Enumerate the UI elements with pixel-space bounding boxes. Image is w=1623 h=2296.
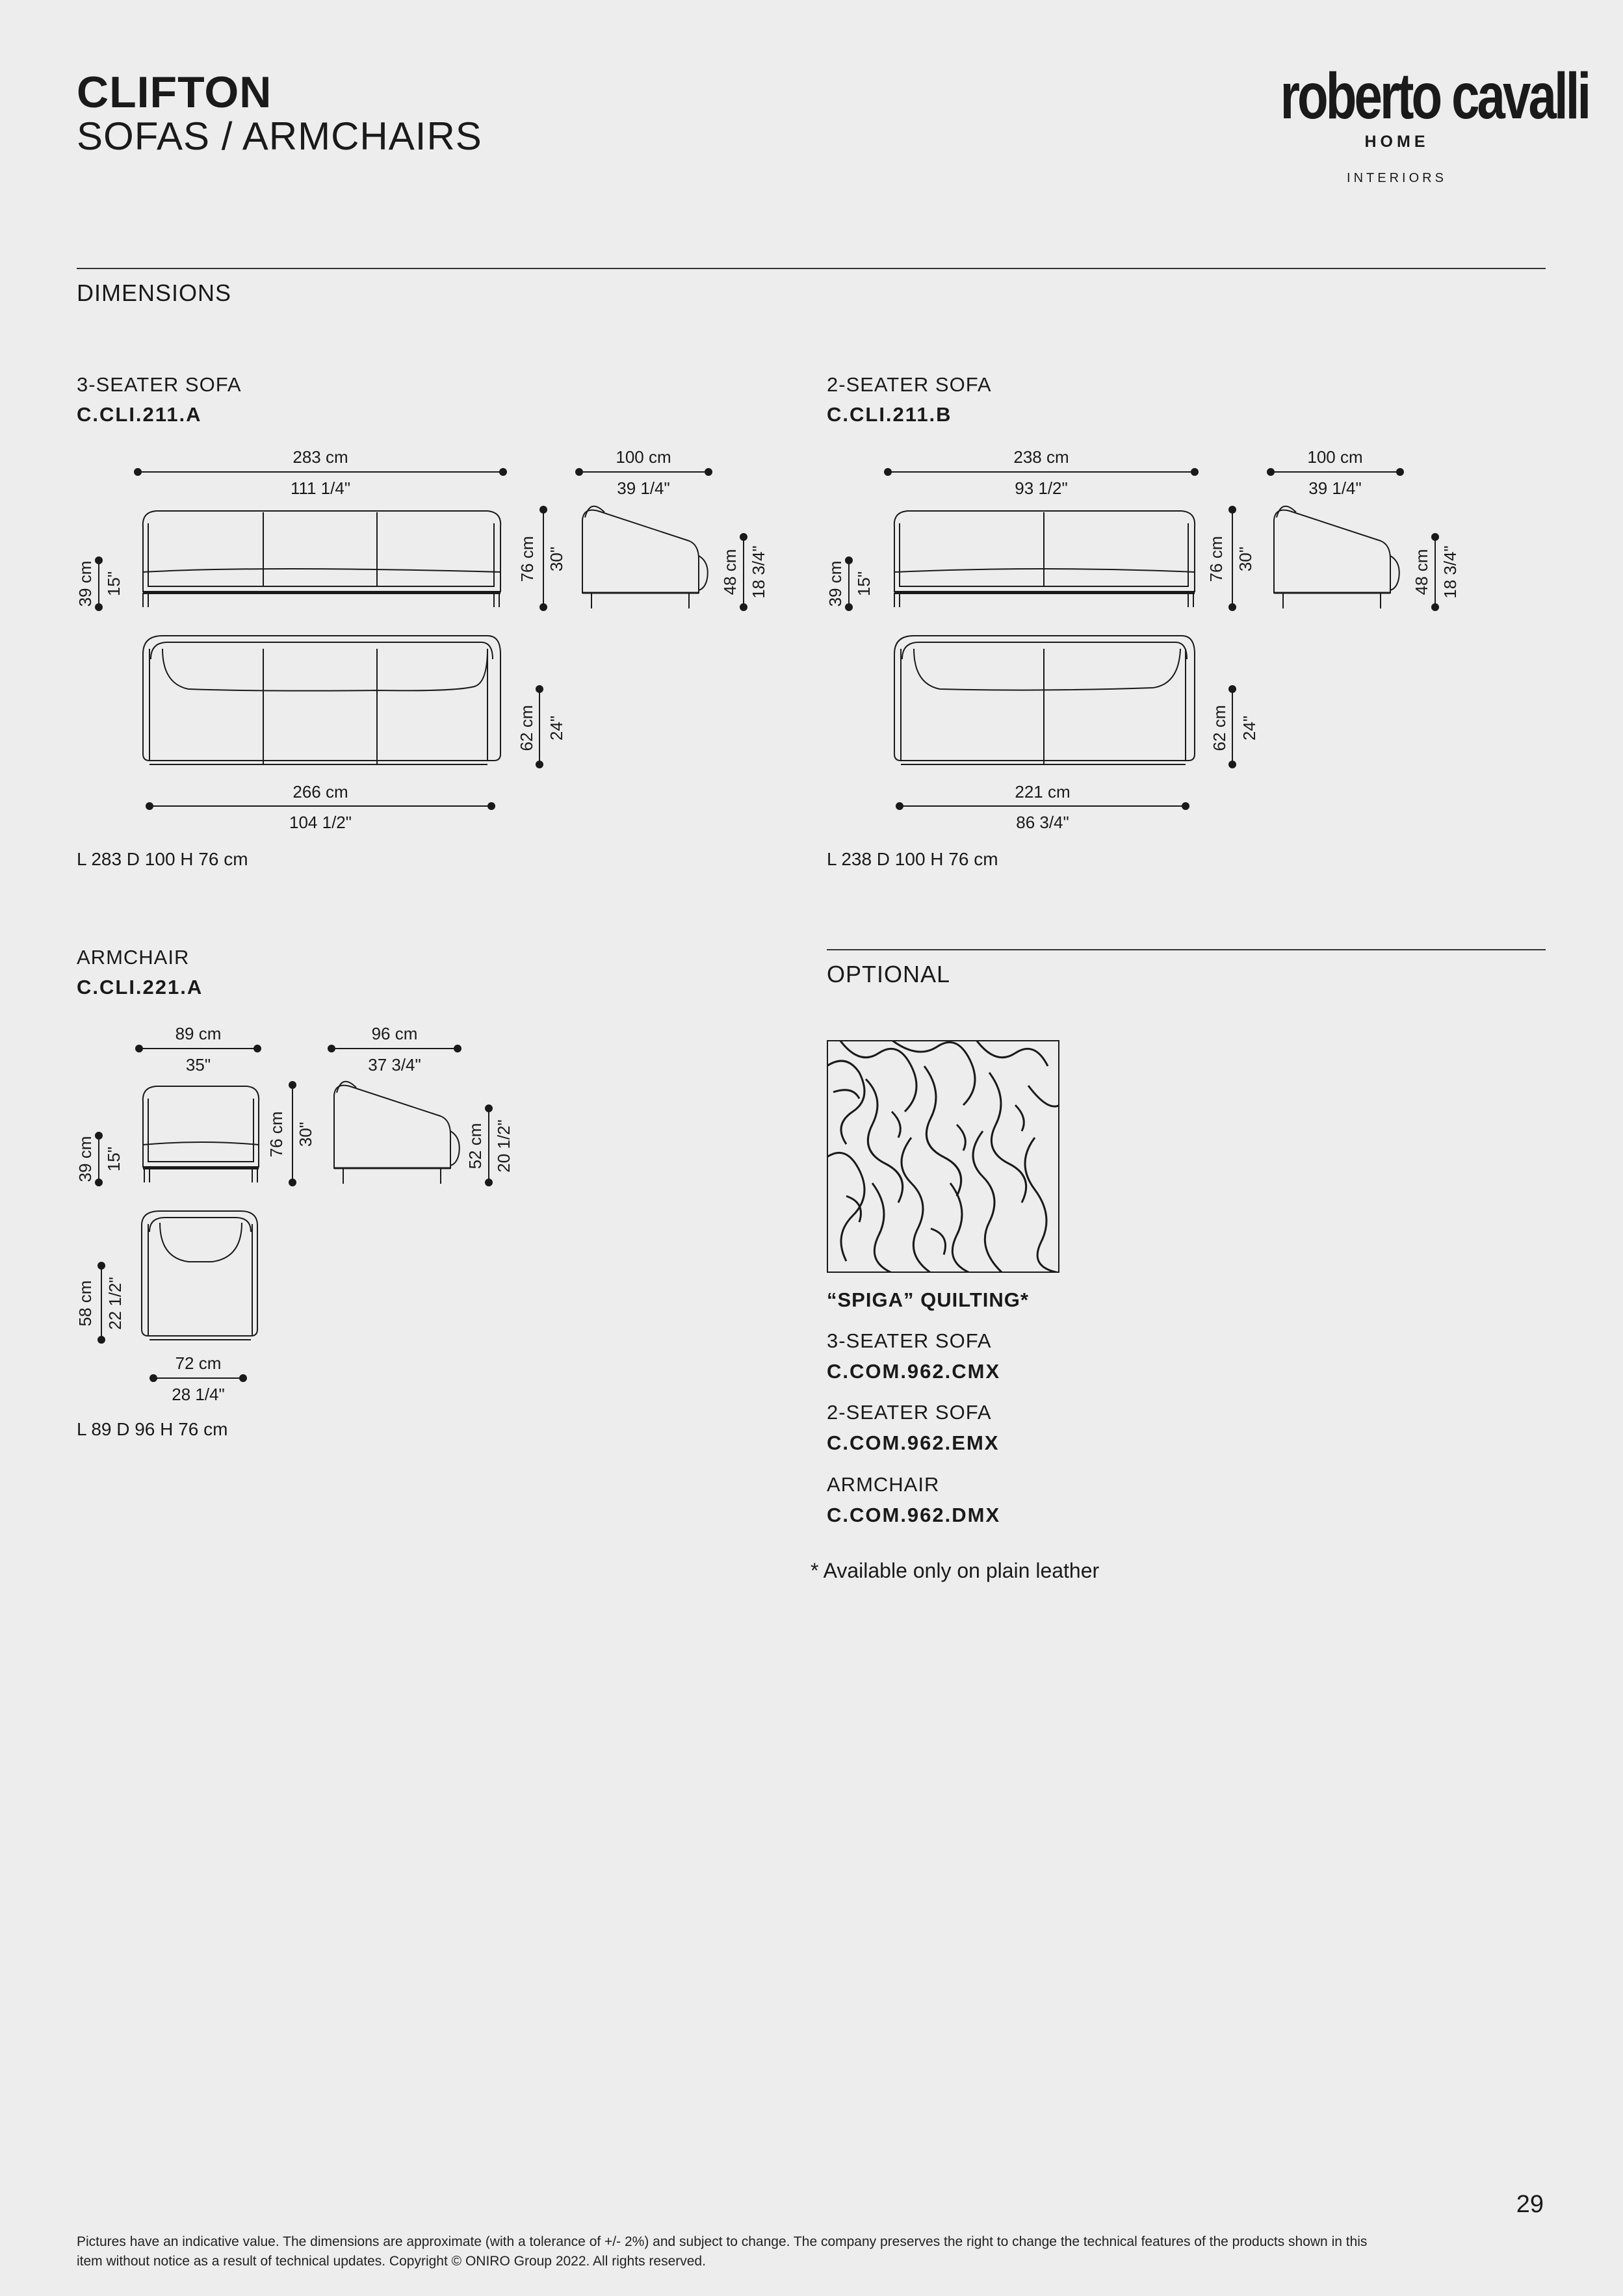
sofa3-inner-in: 104 1/2" — [289, 813, 352, 832]
sofa3-seatdepth-in: 24" — [547, 715, 566, 741]
sofa3-width-in: 111 1/4" — [290, 478, 351, 498]
optional-divider — [827, 949, 1546, 950]
sofa3-seatdepth-cm: 62 cm — [517, 705, 536, 751]
optional-item-label: 2-SEATER SOFA — [827, 1401, 992, 1424]
armchair-label: ARMCHAIR — [77, 946, 190, 969]
optional-item-code: C.COM.962.DMX — [827, 1504, 1001, 1526]
armchair-width-cm: 89 cm — [175, 1024, 222, 1043]
sofa2-height-cm: 76 cm — [1206, 536, 1226, 582]
sofa3-code: C.CLI.211.A — [77, 403, 202, 426]
armchair-inner-cm: 72 cm — [175, 1353, 222, 1373]
optional-heading: OPTIONAL — [827, 961, 951, 987]
sofa2-depth-in: 39 1/4" — [1308, 478, 1362, 498]
page-number: 29 — [1516, 2191, 1544, 2218]
availability-note: * Available only on plain leather — [811, 1559, 1100, 1582]
sofa2-inner-in: 86 3/4" — [1016, 813, 1069, 832]
sofa2-seat-cm: 39 cm — [825, 560, 845, 607]
armchair-arm-cm: 52 cm — [465, 1123, 485, 1169]
armchair-arm-in: 20 1/2" — [494, 1119, 513, 1173]
armchair-depth-in: 37 3/4" — [368, 1055, 421, 1075]
sofa3-arm-cm: 48 cm — [720, 549, 740, 595]
armchair-drawing — [65, 1017, 559, 1407]
header-divider — [77, 268, 1546, 269]
sofa3-width-cm: 283 cm — [292, 447, 348, 467]
sofa2-width-in: 93 1/2" — [1015, 478, 1068, 498]
sofa2-seat-in: 15" — [854, 571, 874, 597]
armchair-code: C.CLI.221.A — [77, 976, 203, 998]
sofa3-inner-cm: 266 cm — [292, 782, 348, 802]
page-title: CLIFTON — [77, 68, 272, 117]
armchair-seat-in: 15" — [104, 1146, 123, 1172]
armchair-width-in: 35" — [185, 1055, 211, 1075]
legal-footnote: Pictures have an indicative value. The dimensions are approximate (with a tolerance of +/- 2%) and subject to change. The company preserves the right to change the technical features of the products shown in this item without notice as a result of technical updates. Copyright © ONIRO Group 2022. All rights reserved. — [77, 2234, 1368, 2269]
sofa2-arm-cm: 48 cm — [1412, 549, 1431, 595]
quilting-title: “SPIGA” QUILTING* — [827, 1288, 1029, 1311]
sofa2-label: 2-SEATER SOFA — [827, 373, 992, 396]
armchair-height-in: 30" — [296, 1121, 315, 1147]
brand-interiors: INTERIORS — [1347, 171, 1447, 185]
sofa2-depth-cm: 100 cm — [1307, 447, 1363, 467]
sofa3-depth-in: 39 1/4" — [617, 478, 670, 498]
sofa3-seat-cm: 39 cm — [75, 560, 95, 607]
sofa2-seatdepth-in: 24" — [1240, 715, 1259, 741]
sofa2-seatdepth-cm: 62 cm — [1210, 705, 1229, 751]
sofa2-drawing — [815, 442, 1530, 832]
spiga-quilting-swatch — [827, 1040, 1059, 1273]
sofa3-drawing — [65, 442, 780, 832]
dimensions-heading: DIMENSIONS — [77, 280, 232, 306]
sofa3-depth-cm: 100 cm — [616, 447, 671, 467]
sofa2-height-in: 30" — [1236, 546, 1255, 572]
page-subtitle: SOFAS / ARMCHAIRS — [77, 114, 482, 158]
armchair-summary: L 89 D 96 H 76 cm — [77, 1419, 228, 1439]
armchair-depth-cm: 96 cm — [371, 1024, 418, 1043]
armchair-height-cm: 76 cm — [266, 1111, 286, 1158]
sofa3-summary: L 283 D 100 H 76 cm — [77, 849, 248, 869]
armchair-seat-cm: 39 cm — [75, 1136, 95, 1182]
sofa3-height-cm: 76 cm — [517, 536, 537, 582]
optional-item-label: 3-SEATER SOFA — [827, 1329, 992, 1352]
brand-home: HOME — [1364, 133, 1429, 151]
brand-logo — [1247, 60, 1589, 186]
sofa3-height-in: 30" — [547, 546, 566, 572]
armchair-inner-in: 28 1/4" — [172, 1385, 225, 1404]
sofa3-arm-in: 18 3/4" — [749, 545, 768, 599]
sofa2-summary: L 238 D 100 H 76 cm — [827, 849, 998, 869]
sofa3-label: 3-SEATER SOFA — [77, 373, 242, 396]
sofa2-inner-cm: 221 cm — [1015, 782, 1071, 802]
brand-name: roberto cavalli — [1280, 60, 1589, 133]
armchair-seatdepth-cm: 58 cm — [75, 1280, 95, 1327]
optional-item-code: C.COM.962.CMX — [827, 1360, 1001, 1383]
armchair-seatdepth-in: 22 1/2" — [105, 1277, 125, 1330]
sofa2-arm-in: 18 3/4" — [1440, 545, 1460, 599]
optional-item-code: C.COM.962.EMX — [827, 1431, 1000, 1454]
sofa3-seat-in: 15" — [104, 571, 123, 597]
optional-item-label: ARMCHAIR — [827, 1473, 940, 1496]
sofa2-width-cm: 238 cm — [1013, 447, 1069, 467]
sofa2-code: C.CLI.211.B — [827, 403, 952, 426]
